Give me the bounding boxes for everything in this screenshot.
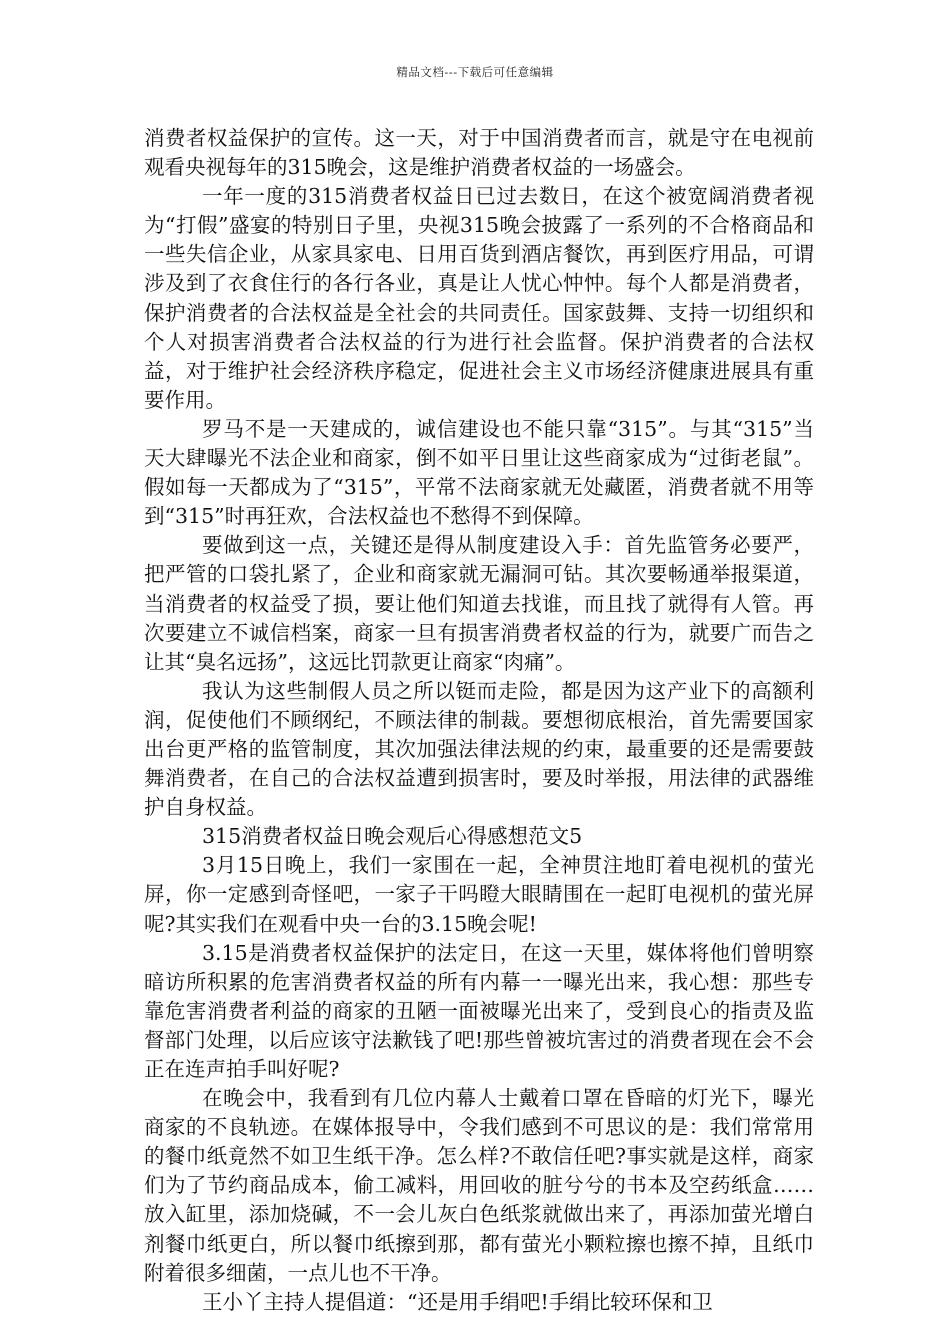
paragraph: 王小丫主持人提倡道：“还是用手绢吧!手绢比较环保和卫 — [202, 1289, 713, 1314]
paragraph: 罗马不是一天建成的，诚信建设也不能只靠“315”。与其“315”当天大肆曝光不法企业和商家，倒不如平日里让这些商家成为“过街老鼠”。假如每一天都成为了“315”，平常不法商家就无处藏匿，消费者就不用等到“315”时再狂欢，合法权益也不愁得不到保障。 — [144, 416, 814, 529]
paragraph: 要做到这一点，关键还是得从制度建设入手：首先监管务必要严，把严管的口袋扎紧了，企业和商家就无漏洞可钻。其次要畅通举报渠道，当消费者的权益受了损，要让他们知道去找谁，而且找了就得有人管。再次要建立不诚信档案，商家一旦有损害消费者权益的行为，就要广而告之让其“臭名远扬”，这远比罚款更让商家“肉痛”。 — [144, 533, 814, 674]
paragraph: 在晚会中，我看到有几位内幕人士戴着口罩在昏暗的灯光下，曝光商家的不良轨迹。在媒体报导中，令我们感到不可思议的是：我们常常用的餐巾纸竟然不如卫生纸干净。怎么样?不敢信任吧?事实就是这样，商家们为了节约商品成本，偷工减料，用回收的脏兮兮的书本及空药纸盒……放入缸里，添加烧碱，不一会儿灰白色纸浆就做出来了，再添加萤光增白剂餐巾纸更白，所以餐巾纸擦到那，都有萤光小颗粒擦也擦不掉，且纸巾附着很多细菌，一点儿也不干净。 — [144, 1086, 814, 1285]
paragraph: 消费者权益保护的宣传。这一天，对于中国消费者而言，就是守在电视前观看央视每年的315晚会，这是维护消费者权益的一场盛会。 — [144, 126, 814, 180]
paragraph: 我认为这些制假人员之所以铤而走险，都是因为这产业下的高额利润，促使他们不顾纲纪，不顾法律的制裁。要想彻底根治，首先需要国家出台更严格的监管制度，其次加强法律法规的约束，最重要的还是需要鼓舞消费者，在自己的合法权益遭到损害时，要及时举报，用法律的武器维护自身权益。 — [144, 678, 814, 820]
paragraph: 一年一度的315消费者权益日已过去数日，在这个被宽阔消费者视为“打假”盛宴的特别日子里，央视315晚会披露了一系列的不合格商品和一些失信企业，从家具家电、日用百货到酒店餐饮，再到医疗用品，可谓涉及到了衣食住行的各行各业，真是让人忧心忡忡。每个人都是消费者，保护消费者的合法权益是全社会的共同责任。国家鼓舞、支持一切组织和个人对损害消费者合法权益的行为进行社会监督。保护消费者的合法权益，对于维护社会经济秩序稳定，促进社会主义市场经济健康进展具有重要作用。 — [144, 184, 814, 412]
document-body — [144, 124, 814, 1317]
paragraph: 3.15是消费者权益保护的法定日，在这一天里，媒体将他们曾明察暗访所积累的危害消费者权益的所有内幕一一曝光出来，我心想：那些专靠危害消费者利益的商家的丑陋一面被曝光出来了，受到良心的指责及监督部门处理，以后应该守法歉钱了吧!那些曾被坑害过的消费者现在会不会正在连声拍手叫好呢? — [144, 940, 814, 1081]
paragraph: 3月15日晚上，我们一家围在一起，全神贯注地盯着电视机的萤光屏，你一定感到奇怪吧，一家子干吗瞪大眼睛围在一起盯电视机的萤光屏呢?其实我们在观看中央一台的3.15晚会呢! — [144, 853, 814, 936]
page-header: 精品文档---下载后可任意编辑 — [396, 65, 554, 79]
section-heading: 315消费者权益日晚会观后心得感想范文5 — [202, 824, 583, 849]
